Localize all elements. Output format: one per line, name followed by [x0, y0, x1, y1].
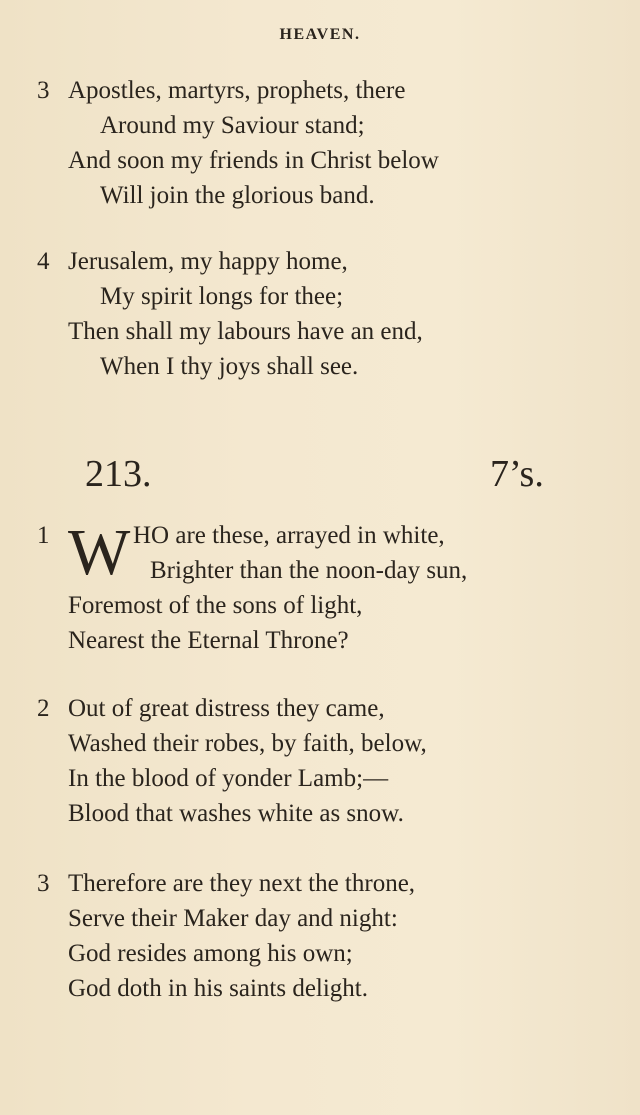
verse-line: Apostles, martyrs, prophets, there [68, 77, 406, 104]
verse-number: 1 [37, 522, 50, 549]
verse-line: Serve their Maker day and night: [68, 905, 398, 932]
verse-line: Then shall my labours have an end, [68, 318, 423, 345]
verse-line: Blood that washes white as snow. [68, 800, 404, 827]
verse-line: Foremost of the sons of light, [68, 592, 363, 619]
verse-line: Brighter than the noon-day sun, [150, 557, 468, 584]
verse-line: In the blood of yonder Lamb;— [68, 765, 389, 792]
verse-number: 2 [37, 695, 50, 722]
verse-line: Jerusalem, my happy home, [68, 248, 348, 275]
verse-number: 3 [37, 77, 50, 104]
verse-line: God doth in his saints delight. [68, 975, 368, 1002]
hymn-meter: 7’s. [490, 453, 544, 495]
verse-line: HO are these, arrayed in white, [133, 522, 445, 549]
verse-line: When I thy joys shall see. [100, 353, 359, 380]
verse-line: God resides among his own; [68, 940, 353, 967]
verse-line: Therefore are they next the throne, [68, 870, 416, 897]
verse-number: 3 [37, 870, 50, 897]
running-header: HEAVEN. [279, 26, 361, 43]
verse-line: And soon my friends in Christ below [68, 147, 439, 174]
verse-line: Will join the glorious band. [100, 182, 375, 209]
drop-cap: W [68, 516, 131, 589]
verse-line: Nearest the Eternal Throne? [68, 627, 349, 654]
verse-number: 4 [37, 248, 50, 275]
verse-line: My spirit longs for thee; [100, 283, 344, 310]
hymn-number: 213. [85, 453, 152, 495]
verse-line: Around my Saviour stand; [100, 112, 365, 139]
verse-line: Out of great distress they came, [68, 695, 385, 722]
verse-line: Washed their robes, by faith, below, [68, 730, 427, 757]
